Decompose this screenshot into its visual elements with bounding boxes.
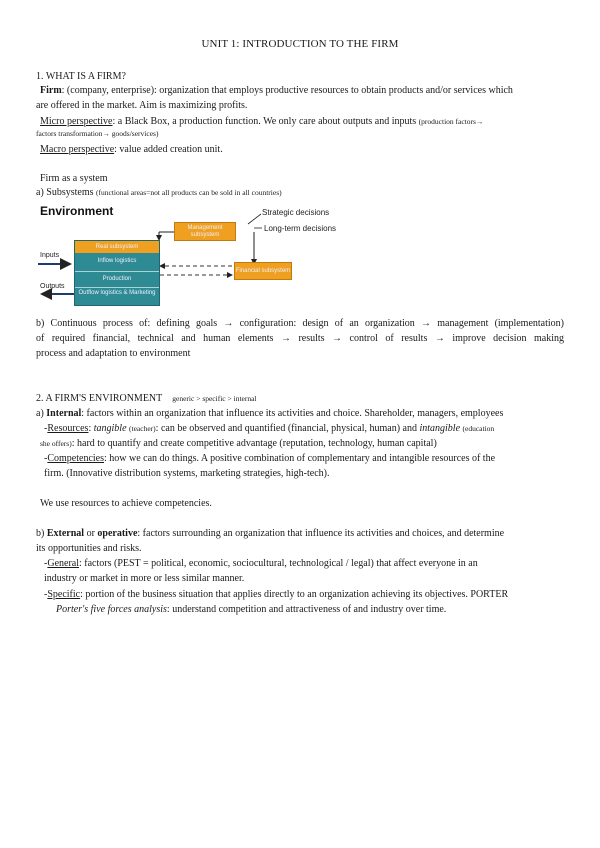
- section-2-heading-line: [36, 392, 257, 405]
- resources-line: -Resources: tangible (teacher): can be observed and quantified (financial, physical, human) and intangible (education: [44, 423, 495, 434]
- operative-term: operative: [97, 528, 138, 539]
- process-line-3: process and adaptation to environment: [36, 348, 191, 359]
- environment-label: Environment: [40, 204, 114, 218]
- use-resources-line: We use resources to achieve competencies.: [40, 498, 212, 509]
- real-subsystem-block: [74, 240, 160, 306]
- outputs-label: Outputs: [40, 283, 65, 290]
- specific-line: -Specific: portion of the business situation that applies directly to an organization achieving its objectives. PORTER: [44, 589, 509, 600]
- page-title: UNIT 1: INTRODUCTION TO THE FIRM: [201, 38, 399, 50]
- production-label: Production: [102, 276, 132, 282]
- resources-term: Resources: [47, 423, 89, 434]
- porter-term: Porter's five forces analysis: [56, 604, 167, 615]
- competencies-term: Competencies: [47, 453, 104, 464]
- subsystems-line: a) Subsystems (functional areas=not all products can be sold in all countries): [36, 187, 282, 198]
- competencies-line-2: firm. (Innovative distribution systems, marketing strategies, high-tech).: [44, 468, 330, 479]
- environment-scale: generic > specific > internal: [172, 394, 257, 403]
- strategic-decisions-label: Strategic decisions: [262, 208, 330, 217]
- macro-perspective-line: Macro perspective: value added creation unit.: [40, 144, 223, 155]
- inputs-label: Inputs: [40, 252, 60, 259]
- general-line-2: industry or market in more or less similar manner.: [44, 573, 245, 584]
- internal-line: a) Internal: factors within an organization that influence its activities and choice. Shareholder, managers, employees: [36, 408, 504, 419]
- micro-perspective-term: Micro perspective: [40, 116, 113, 127]
- inflow-logistics-label: Inflow logistics: [97, 258, 137, 264]
- external-term: External: [46, 528, 85, 539]
- longterm-decisions-label: Long-term decisions: [264, 224, 337, 233]
- management-subsystem-box: Management subsystem: [174, 222, 236, 241]
- internal-term: Internal: [46, 408, 82, 419]
- firm-system-diagram: [36, 202, 376, 312]
- general-line: -General: factors (PEST = political, economic, sociocultural, technological / legal) that affect everyone in an: [44, 558, 478, 569]
- section-2-heading: 2. A FIRM'S ENVIRONMENT: [36, 393, 163, 404]
- firm-definition-line-1: Firm: (company, enterprise): organization that employs productive resources to obtain products and/or services which: [40, 85, 513, 96]
- micro-perspective-line-1: Micro perspective: a Black Box, a production function. We only care about outputs and inputs (production factors→: [40, 116, 484, 127]
- porter-line: Porter's five forces analysis: understand competition and attractiveness of and industry over time.: [56, 604, 447, 615]
- macro-perspective-term: Macro perspective: [40, 144, 115, 155]
- specific-term: Specific: [47, 589, 81, 600]
- outflow-logistics-label: Outflow logistics & Marketing: [78, 290, 156, 296]
- external-line: b) External or operative: factors surrounding an organization that influence its activities and choices, and determine: [36, 528, 505, 539]
- firm-as-system-label: Firm as a system: [40, 173, 108, 184]
- real-subsystem-header: Real subsystem: [75, 241, 159, 253]
- financial-subsystem-box: Financial subsystem: [234, 262, 292, 280]
- competencies-line: -Competencies: how we can do things. A positive combination of complementary and intangible resources of the: [44, 453, 496, 464]
- intangible-line: she offers): hard to quantify and create competitive advantage (reputation, technology, human capital): [40, 438, 437, 449]
- section-1-heading: 1. WHAT IS A FIRM?: [36, 71, 126, 82]
- process-line-1: b) Continuous process of: defining goals → configuration: design of an organization → management (implementation): [36, 318, 564, 329]
- firm-definition-line-2: are offered in the market. Aim is maximizing profits.: [36, 100, 248, 111]
- general-term: General: [47, 558, 79, 569]
- process-line-2: of required financial, technical and human elements → results → control of results → improve decision making: [36, 333, 564, 344]
- micro-perspective-line-2: factors transformation→ goods/services): [36, 129, 159, 138]
- firm-term: Firm: [40, 85, 62, 96]
- strategic-pointer: [248, 214, 261, 224]
- external-line-2: its opportunities and risks.: [36, 543, 142, 554]
